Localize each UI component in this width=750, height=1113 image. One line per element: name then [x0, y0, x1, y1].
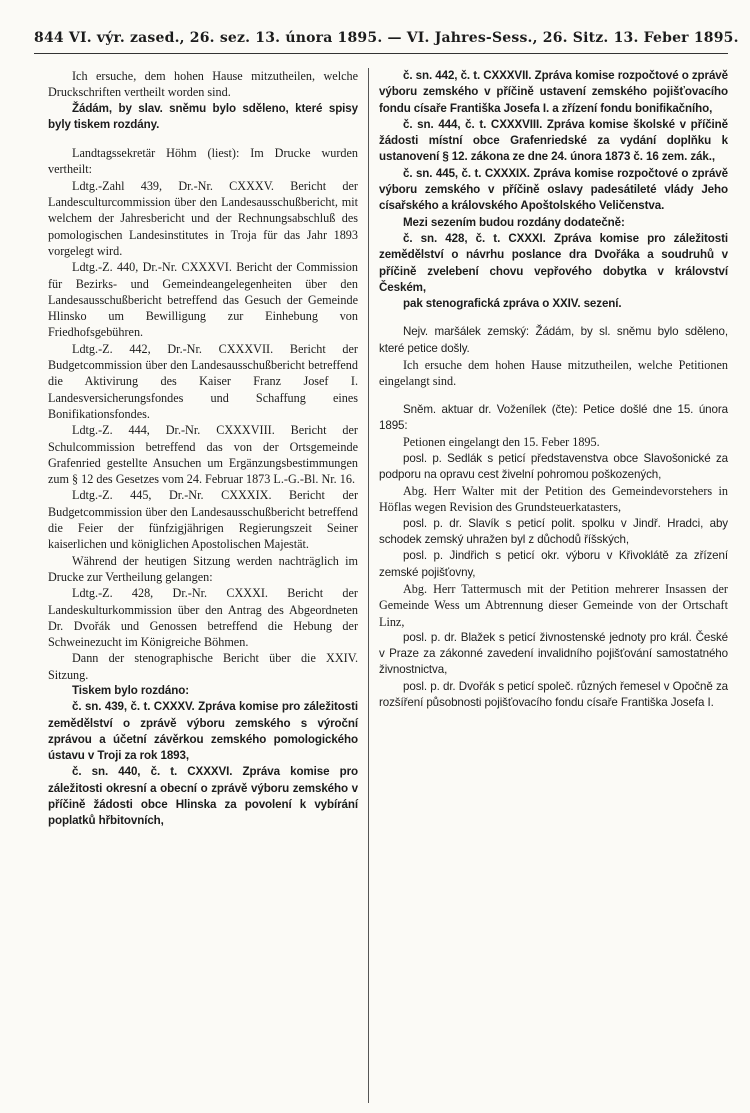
right-paragraph: Petionen eingelangt den 15. Feber 1895. — [403, 435, 600, 450]
page-header: 844 VI. výr. zased., 26. sez. 13. února 1895. — VI. Jahres-Sess., 26. Sitz. 13. Feber 1895. — [34, 30, 728, 54]
left-paragraph: č. sn. 440, č. t. CXXXVI. Zpráva komise pro záležitosti okresní a obecní o zprávě výboru zemského v příčině žádosti obce Hlinska za povolení k vybírání poplatků hřbitovních, — [48, 765, 358, 828]
left-paragraph: Ldtg.-Z. 445, Dr.-Nr. CXXXIX. Bericht der Budgetcommission über den Landesausschußbericht betreffend die Feier der fünfzigjährigen Regierungszeit Seiner kaiserlichen und königlichen Apostolischen Majestät. — [48, 488, 358, 552]
right-paragraph: č. sn. 444, č. t. CXXXVIII. Zpráva komise školské v příčině žádosti místní obce Grafenriedské za vydání doplňku k ustanovení § 12. zákona ze dne 24. února 1873 č. 16 zem. zák., — [379, 117, 728, 164]
right-paragraph: č. sn. 428, č. t. CXXXI. Zpráva komise pro záležitosti zemědělství o návrhu poslance dra Dvořáka a soudruhů v příčině zvelebení chovu vepřového dobytka v království Českém, — [379, 231, 728, 294]
left-paragraph: Ich ersuche, dem hohen Hause mitzutheilen, welche Druckschriften vertheilt worden sind. — [48, 69, 358, 100]
left-paragraph: Tiskem bylo rozdáno: — [72, 683, 189, 697]
right-paragraph: posl. p. dr. Slavík s peticí polit. spolku v Jindř. Hradci, aby schodek zemský uhražen byl z důchodů říšských, — [379, 516, 728, 547]
right-paragraph: Mezi sezením budou rozdány dodatečně: — [403, 215, 625, 229]
right-paragraph: Ich ersuche dem hohen Hause mitzutheilen, welche Petitionen eingelangt sind. — [379, 358, 728, 389]
right-paragraph: Sněm. aktuar dr. Voženílek (čte): Petice došlé dne 15. února 1895: — [379, 402, 728, 432]
right-column — [369, 68, 728, 1103]
right-paragraph: č. sn. 442, č. t. CXXXVII. Zpráva komise rozpočtové o zprávě výboru zemského v příčině ustavení zemského pojišťovacího fondu císaře Františka Josefa I. a zřízení fondu bonifikačního, — [379, 69, 728, 115]
left-paragraph: Ldtg.-Z. 444, Dr.-Nr. CXXXVIII. Bericht der Schulcommission betreffend das von der Ortsgemeinde Grafenried gestellte Ansuchen um Ergänzungsbestimmungen zum § 12 des Gesetzes vom 24. Februar 1873 L.-G.-Bl. Nr. 16. — [48, 423, 358, 487]
paragraph-gap — [48, 133, 358, 145]
left-paragraph: Während der heutigen Sitzung werden nachträglich im Drucke zur Vertheilung gelangen: — [48, 553, 358, 584]
right-paragraph: Abg. Herr Tattermusch mit der Petition mehrerer Insassen der Gemeinde Wess um Abtrennung dieser Gemeinde von der Ortschaft Linz, — [379, 581, 728, 629]
right-paragraph: Abg. Herr Walter mit der Petition des Gemeindevorstehers in Höflas wegen Revision des Grundsteuerkatasters, — [379, 484, 728, 515]
left-paragraph: Ldtg.-Zahl 439, Dr.-Nr. CXXXV. Bericht der Landesculturcommission über den Landesausschußbericht, mit welchem der Jahresbericht und der Rechnungsabschluß des pomologischen Landesinstitutes in Troja für das Jahr 1893 vorgelegt wird. — [48, 178, 358, 258]
left-paragraph: Landtagssekretär Höhm (liest): Im Drucke wurden vertheilt: — [48, 146, 358, 177]
left-column — [34, 68, 369, 1103]
paragraph-gap — [379, 312, 728, 324]
left-paragraph: Ldtg.-Z. 428, Dr.-Nr. CXXXI. Bericht der Landeskulturkommission über den Antrag des Abgeordneten Dr. Dvořák und Genossen betreffend die Hebung der Schweinezucht im Königreiche Böhmen. — [48, 586, 358, 650]
right-paragraph: posl. p. Sedlák s peticí představenstva obce Slavošonické za podporu na opravu cest živelní pohromou poškozených, — [379, 451, 728, 481]
right-paragraph: posl. p. dr. Dvořák s peticí společ. různých řemesel v Opočně za rozšíření působnosti pojišťovacího fondu císaře Františka Josefa I. — [379, 679, 728, 709]
right-paragraph: posl. p. Jindřich s peticí okr. výboru v Křivoklátě za zřízení zemské pojišťovny, — [379, 549, 728, 579]
two-column-body — [34, 68, 728, 1103]
right-paragraph: posl. p. dr. Blažek s peticí živnostenské jednoty pro král. České v Praze za zákonné zavedení invalidního pojišťování samostatného živnostnictva, — [379, 630, 728, 677]
left-paragraph: Ldtg.-Z. 442, Dr.-Nr. CXXXVII. Bericht der Budgetcommission über den Landesausschußbericht betreffend die Aktivirung des Kaiser Franz Josef I. Landesversicherungsfondes und Schaffung eines Bonifikationsfondes. — [48, 341, 358, 421]
left-paragraph: Ldtg.-Z. 440, Dr.-Nr. CXXXVI. Bericht der Commission für Bezirks- und Gemeindeangelegenheiten über den Landesausschußbericht betreffend das Gesuch der Gemeinde Hlinsko um Bewilligung zur Einhebung von Friedhofsgebühren. — [48, 260, 358, 340]
right-paragraph: č. sn. 445, č. t. CXXXIX. Zpráva komise rozpočtové o zprávě výboru zemského v příčině oslavy padesátileté vlády Jeho císařského a královského Apoštolského Veličenstva. — [379, 166, 728, 213]
right-paragraph: Nejv. maršálek zemský: Žádám, by sl. sněmu bylo sděleno, které petice došly. — [379, 325, 728, 355]
left-paragraph: č. sn. 439, č. t. CXXXV. Zpráva komise pro záležitosti zemědělství o zprávě výboru zemského s výroční zprávou a účetní závěrkou zemského pomologického ústavu v Troji za rok 1893, — [48, 700, 358, 763]
left-paragraph: Žádám, by slav. sněmu bylo sděleno, které spisy byly tiskem rozdány. — [48, 101, 358, 131]
paragraph-gap — [379, 390, 728, 402]
left-paragraph: Dann der stenographische Bericht über die XXIV. Sitzung. — [48, 651, 358, 682]
right-paragraph: pak stenografická zpráva o XXIV. sezení. — [403, 297, 622, 311]
